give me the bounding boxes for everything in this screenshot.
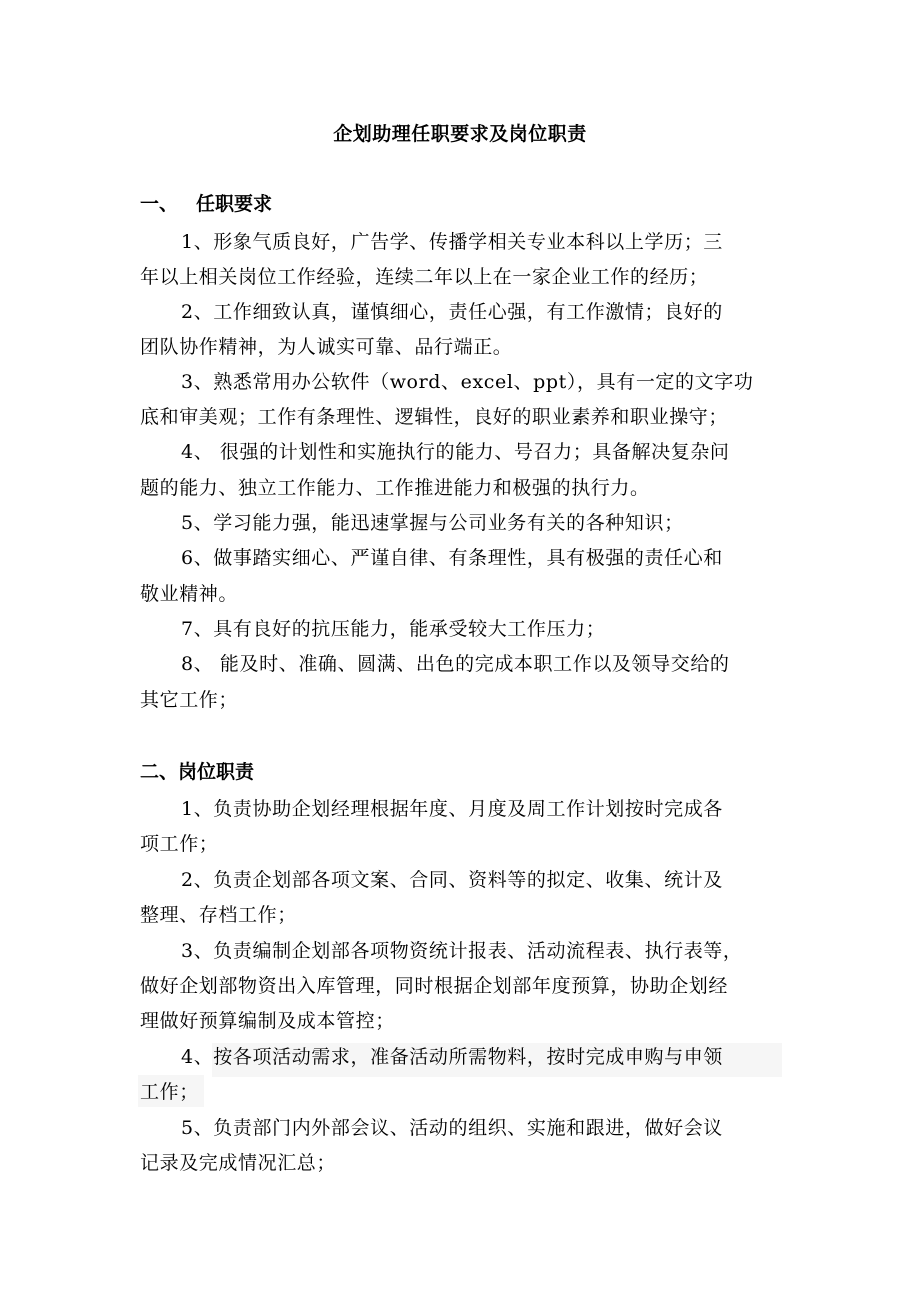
requirement-4-line-2: 题的能力、独立工作能力、工作推进能力和极强的执行力。: [140, 477, 650, 499]
duty-5-line-1: 5、负责部门内外部会议、活动的组织、实施和跟进，做好会议: [181, 1117, 723, 1139]
duty-3-line-1: 3、负责编制企划部各项物资统计报表、活动流程表、执行表等，: [181, 940, 743, 962]
duty-2-line-1: 2、负责企划部各项文案、合同、资料等的拟定、收集、统计及: [181, 869, 723, 891]
duty-3-line-3: 理做好预算编制及成本管控；: [140, 1010, 395, 1032]
requirement-8-line-2: 其它工作；: [140, 689, 239, 711]
requirement-1-line-2: 年以上相关岗位工作经验，连续二年以上在一家企业工作的经历；: [140, 266, 709, 288]
requirement-6-line-2: 敬业精神。: [140, 583, 239, 605]
requirement-2-line-1: 2、工作细致认真，谨慎细心，责任心强，有工作激情；良好的: [181, 301, 723, 323]
requirement-5-line-1: 5、学习能力强，能迅速掌握与公司业务有关的各种知识；: [181, 512, 684, 534]
section1-title: 任职要求: [196, 193, 273, 215]
document-title: 企划助理任职要求及岗位职责: [333, 123, 587, 145]
requirement-2-line-2: 团队协作精神，为人诚实可靠、品行端正。: [140, 336, 513, 358]
requirement-1-line-1: 1、形象气质良好，广告学、传播学相关专业本科以上学历；三: [181, 231, 723, 253]
duty-3-line-2: 做好企划部物资出入库管理，同时根据企划部年度预算，协助企划经: [140, 975, 729, 997]
requirement-6-line-1: 6、做事踏实细心、严谨自律、有条理性，具有极强的责任心和: [181, 547, 723, 569]
requirement-4-line-1: 4、 很强的计划性和实施执行的能力、号召力；具备解决复杂问: [181, 441, 730, 463]
requirement-7-line-1: 7、具有良好的抗压能力，能承受较大工作压力；: [181, 618, 606, 640]
duty-1-line-1: 1、负责协助企划经理根据年度、月度及周工作计划按时完成各: [181, 798, 723, 820]
duty-4-line-2: 工作；: [140, 1081, 199, 1103]
section2-heading: 二、岗位职责: [140, 761, 255, 783]
requirement-3-line-1: 3、熟悉常用办公软件（word、excel、ppt），具有一定的文字功: [181, 371, 754, 393]
requirement-8-line-1: 8、 能及时、准确、圆满、出色的完成本职工作以及领导交给的: [181, 653, 730, 675]
duty-4-line-1: 4、按各项活动需求，准备活动所需物料，按时完成申购与申领: [181, 1046, 723, 1068]
requirement-3-line-2: 底和审美观；工作有条理性、逻辑性，良好的职业素养和职业操守；: [140, 406, 729, 428]
duty-5-line-2: 记录及完成情况汇总；: [140, 1152, 337, 1174]
duty-2-line-2: 整理、存档工作；: [140, 904, 297, 926]
section1-number: 一、: [140, 193, 179, 215]
section1-heading: [140, 190, 272, 218]
duty-1-line-2: 项工作；: [140, 833, 219, 855]
